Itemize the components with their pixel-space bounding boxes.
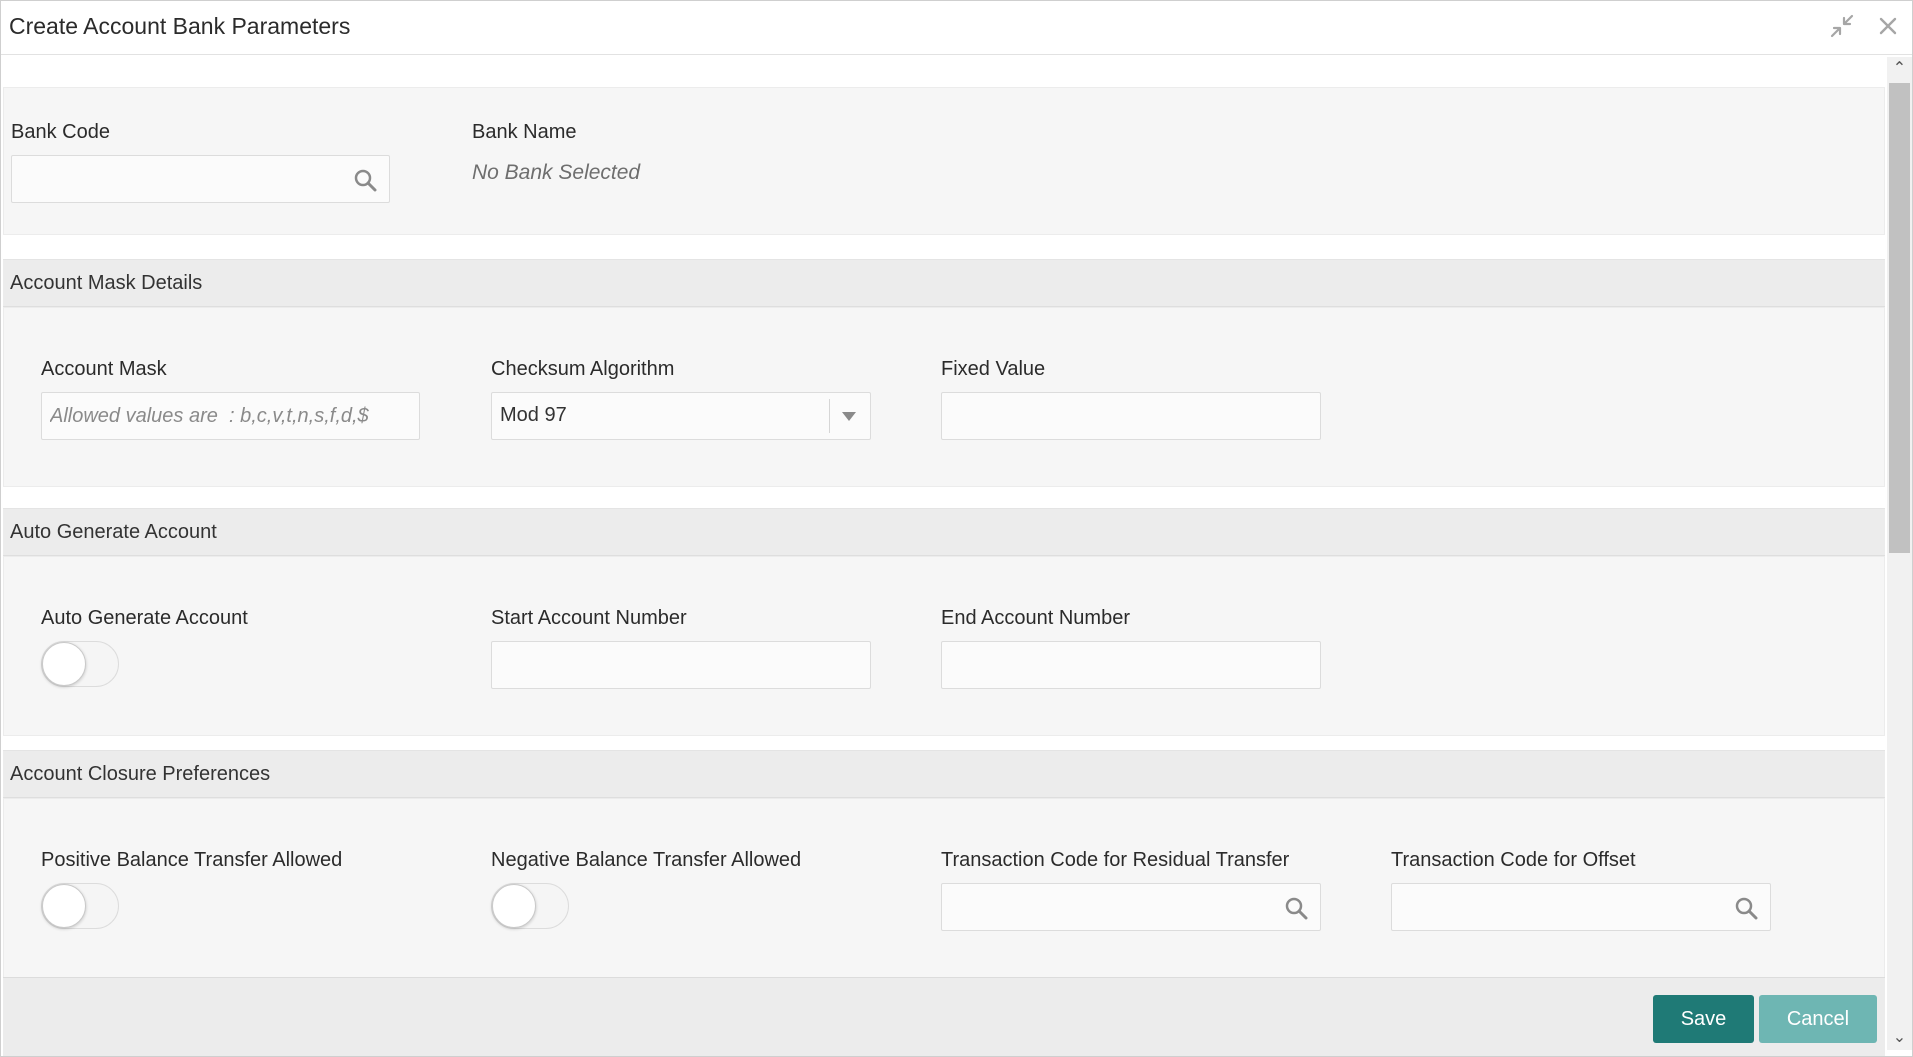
toggle-knob (492, 884, 536, 928)
account-closure-preferences-panel (3, 798, 1885, 977)
positive-balance-transfer-label: Positive Balance Transfer Allowed (41, 849, 343, 871)
checksum-algorithm-select[interactable] (491, 392, 871, 440)
dialog-title: Create Account Bank Parameters (9, 13, 351, 39)
search-icon[interactable] (353, 168, 377, 192)
dialog-content (1, 57, 1885, 977)
start-account-number-input[interactable] (492, 642, 870, 688)
negative-balance-transfer-toggle[interactable] (491, 883, 569, 929)
toggle-knob (42, 884, 86, 928)
bank-code-input[interactable] (12, 156, 389, 202)
fixed-value-label: Fixed Value (941, 358, 1046, 380)
close-icon[interactable] (1875, 13, 1901, 39)
section-title: Account Closure Preferences (10, 763, 271, 785)
start-account-number-label: Start Account Number (491, 607, 687, 629)
positive-balance-transfer-toggle[interactable] (41, 883, 119, 929)
checksum-algorithm-value: Mod 97 (500, 404, 567, 426)
account-mask-details-header (3, 259, 1885, 307)
residual-transfer-code-label: Transaction Code for Residual Transfer (941, 849, 1290, 871)
bank-name-value: No Bank Selected (472, 161, 641, 184)
checksum-algorithm-label: Checksum Algorithm (491, 358, 675, 380)
dialog-titlebar (1, 1, 1912, 55)
vertical-scrollbar[interactable] (1887, 57, 1912, 1050)
fixed-value-input[interactable] (942, 393, 1320, 439)
select-divider (829, 399, 830, 433)
save-button[interactable]: Save (1653, 995, 1754, 1043)
section-title: Auto Generate Account (10, 521, 217, 543)
bank-panel (3, 87, 1885, 235)
negative-balance-transfer-label: Negative Balance Transfer Allowed (491, 849, 802, 871)
toggle-knob (42, 642, 86, 686)
account-mask-input[interactable] (42, 393, 419, 439)
bank-name-label: Bank Name (472, 121, 577, 143)
dialog-footer (3, 977, 1885, 1056)
scrollbar-thumb[interactable] (1889, 83, 1910, 553)
offset-code-label: Transaction Code for Offset (1391, 849, 1636, 871)
scroll-down-icon[interactable]: ⌄ (1892, 1029, 1907, 1046)
account-mask-details-panel (3, 307, 1885, 487)
search-icon[interactable] (1734, 896, 1758, 920)
auto-generate-account-panel (3, 556, 1885, 736)
auto-generate-account-label: Auto Generate Account (41, 607, 248, 629)
collapse-arrows-icon[interactable] (1829, 13, 1855, 39)
end-account-number-label: End Account Number (941, 607, 1130, 629)
account-mask-field[interactable] (41, 392, 420, 440)
auto-generate-account-toggle[interactable] (41, 641, 119, 687)
auto-generate-account-header (3, 508, 1885, 556)
residual-transfer-code-field[interactable] (941, 883, 1321, 931)
section-title: Account Mask Details (10, 272, 203, 294)
offset-code-field[interactable] (1391, 883, 1771, 931)
offset-code-input[interactable] (1392, 884, 1770, 930)
residual-transfer-code-input[interactable] (942, 884, 1320, 930)
account-mask-label: Account Mask (41, 358, 167, 380)
account-closure-preferences-header (3, 750, 1885, 798)
bank-code-label: Bank Code (11, 121, 110, 143)
cancel-button[interactable]: Cancel (1759, 995, 1877, 1043)
end-account-number-field[interactable] (941, 641, 1321, 689)
search-icon[interactable] (1284, 896, 1308, 920)
bank-code-field[interactable] (11, 155, 390, 203)
start-account-number-field[interactable] (491, 641, 871, 689)
chevron-down-icon[interactable] (842, 412, 856, 421)
end-account-number-input[interactable] (942, 642, 1320, 688)
scroll-up-icon[interactable]: ⌃ (1892, 60, 1907, 77)
fixed-value-field[interactable] (941, 392, 1321, 440)
